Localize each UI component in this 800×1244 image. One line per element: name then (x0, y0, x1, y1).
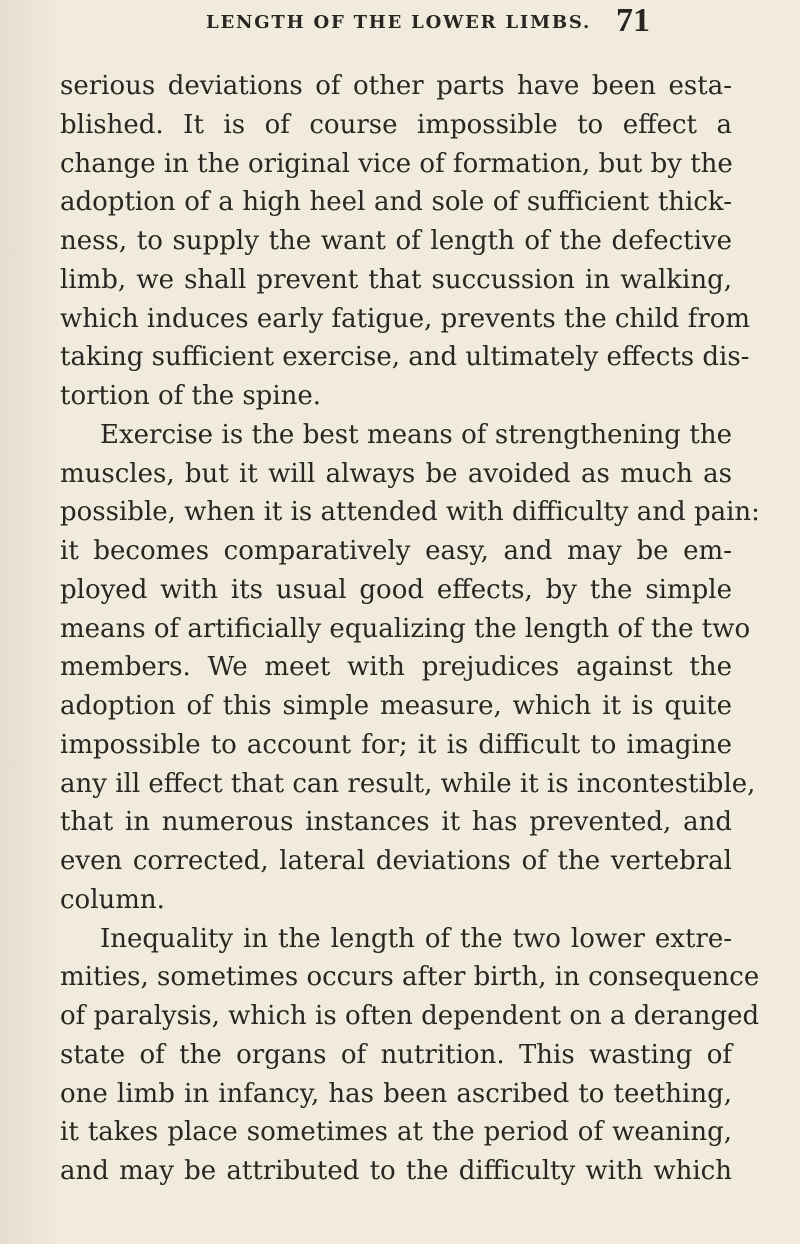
body-text (60, 67, 760, 1191)
text-line: of paralysis, which is often dependent on a deranged (60, 1001, 760, 1031)
text-line: Exercise is the best means of strengthening the (100, 419, 732, 450)
text-line: adoption of a high heel and sole of sufficient thick- (60, 187, 732, 218)
page-number: 71 (616, 2, 650, 39)
running-head: LENGTH OF THE LOWER LIMBS. (206, 12, 592, 33)
text-line: any ill effect that can result, while it is incontestible, (60, 768, 756, 799)
text-line: adoption of this simple measure, which it is quite (60, 691, 732, 721)
text-line: and may be attributed to the difficulty with which (60, 1156, 732, 1186)
text-line: possible, when it is attended with difficulty and pain: (60, 497, 760, 528)
text-line: ployed with its usual good effects, by the simple (60, 574, 732, 605)
text-line: impossible to account for; it is difficult to imagine (60, 729, 732, 760)
text-line: one limb in infancy, has been ascribed to teething, (60, 1078, 732, 1109)
text-line: taking sufficient exercise, and ultimately effects dis- (60, 342, 750, 373)
text-line: it becomes comparatively easy, and may be em- (60, 536, 732, 566)
text-line: it takes place sometimes at the period of weaning, (60, 1117, 732, 1148)
text-line: ness, to supply the want of length of the defective (60, 226, 732, 256)
text-line: limb, we shall prevent that succussion in walking, (60, 264, 732, 295)
text-line: blished. It is of course impossible to effect a (60, 109, 732, 140)
paragraph-end-line: column. (60, 884, 165, 915)
text-line: Inequality in the length of the two lower extre- (100, 923, 732, 954)
text-line: means of artificially equalizing the length of the two (60, 613, 751, 644)
text-line: serious deviations of other parts have been esta- (60, 71, 732, 101)
text-line: that in numerous instances it has prevented, and (60, 807, 732, 838)
text-line: change in the original vice of formation, but by the (60, 148, 733, 179)
text-line: mities, sometimes occurs after birth, in consequence (60, 962, 760, 993)
text-line: members. We meet with prejudices against the (60, 652, 732, 683)
text-line: muscles, but it will always be avoided as much as (60, 458, 732, 489)
text-line: even corrected, lateral deviations of the vertebral (60, 846, 732, 876)
text-line: which induces early fatigue, prevents the child from (60, 303, 751, 334)
text-line: state of the organs of nutrition. This wasting of (60, 1039, 732, 1070)
paragraph-end-line: tortion of the spine. (60, 381, 322, 411)
